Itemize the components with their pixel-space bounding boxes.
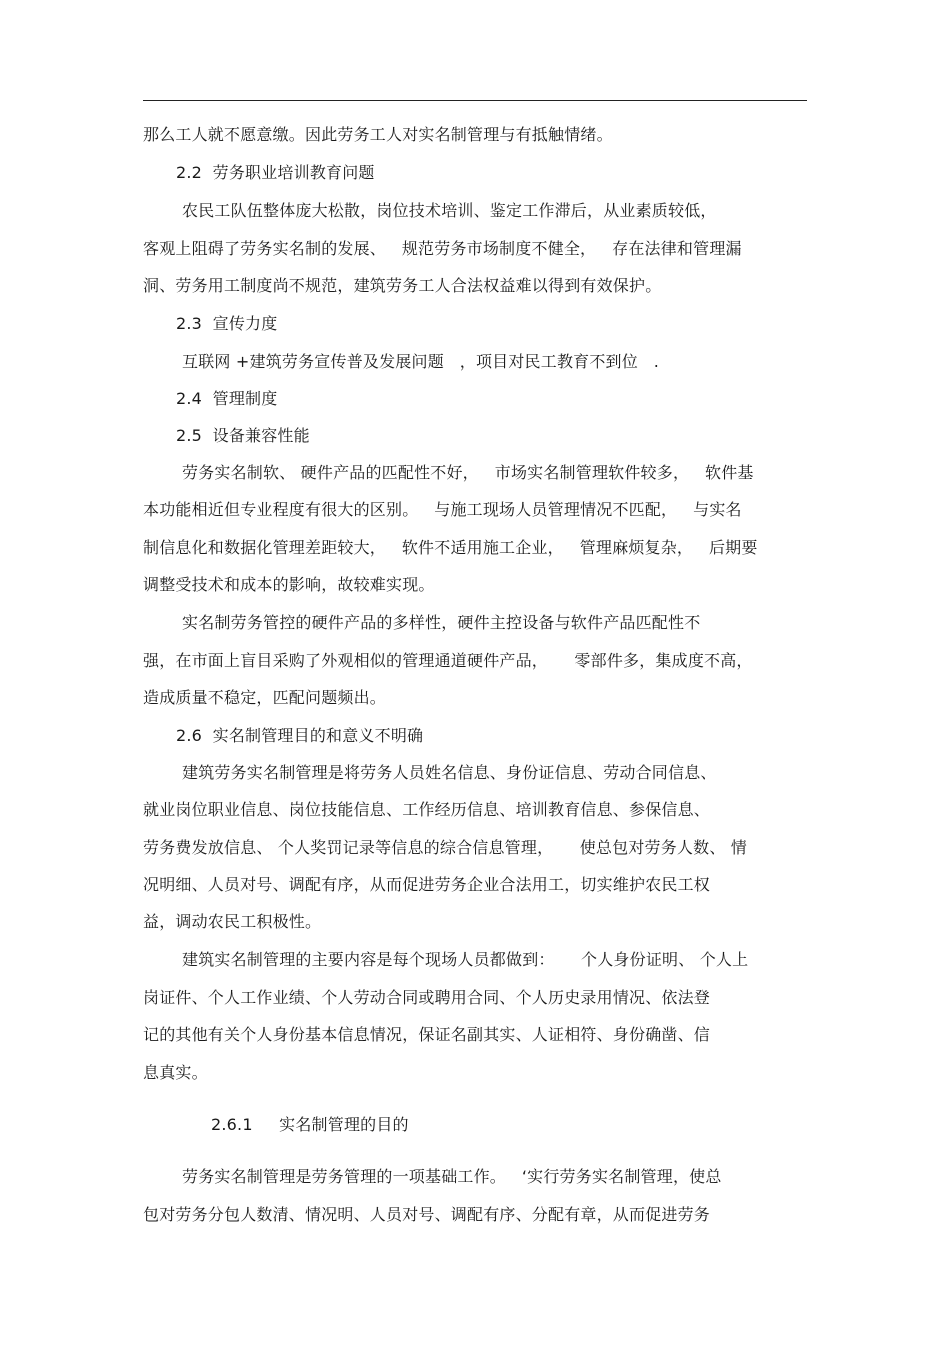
text-line: 包对劳务分包人数清、情况明、人员对号、调配有序、分配有章，从而促进劳务 xyxy=(143,1205,711,1224)
section-heading: 2.2 劳务职业培训教育问题 xyxy=(176,163,375,182)
subsection-heading: 2.6.1 实名制管理的目的 xyxy=(211,1115,409,1134)
text-line: 益，调动农民工积极性。 xyxy=(143,912,322,931)
header-rule xyxy=(143,100,807,101)
section-heading: 2.3 宣传力度 xyxy=(176,314,278,333)
text-line: 客观上阻碍了劳务实名制的发展、 规范劳务市场制度不健全， 存在法律和管理漏 xyxy=(143,239,742,258)
text-line: 制信息化和数据化管理差距较大， 软件不适用施工企业， 管理麻烦复杂， 后期要 xyxy=(143,538,758,557)
text-line: 岗证件、个人工作业绩、个人劳动合同或聘用合同、个人历史录用情况、依法登 xyxy=(143,988,711,1007)
text-line: 调整受技术和成本的影响，故较难实现。 xyxy=(143,575,435,594)
text-line: 况明细、人员对号、调配有序，从而促进劳务企业合法用工，切实维护农民工权 xyxy=(143,875,711,894)
text-line: 本功能相近但专业程度有很大的区别。 与施工现场人员管理情况不匹配， 与实名 xyxy=(143,500,742,519)
text-line: 建筑劳务实名制管理是将劳务人员姓名信息、身份证信息、劳动合同信息、 xyxy=(182,763,717,782)
text-line: 那么工人就不愿意缴。因此劳务工人对实名制管理与有抵触情绪。 xyxy=(143,125,613,144)
section-heading: 2.5 设备兼容性能 xyxy=(176,426,310,445)
text-line: 劳务费发放信息、 个人奖罚记录等信息的综合信息管理， 使总包对劳务人数、 情 xyxy=(143,838,748,857)
text-line: 洞、劳务用工制度尚不规范，建筑劳务工人合法权益难以得到有效保护。 xyxy=(143,276,662,295)
text-line: 劳务实名制管理是劳务管理的一项基础工作。 ‘实行劳务实名制管理，使总 xyxy=(182,1167,722,1186)
text-line: 造成质量不稳定，匹配问题频出。 xyxy=(143,688,387,707)
text-line: 劳务实名制软、 硬件产品的匹配性不好， 市场实名制管理软件较多， 软件基 xyxy=(182,463,754,482)
text-line: 息真实。 xyxy=(143,1063,208,1082)
text-line: 就业岗位职业信息、岗位技能信息、工作经历信息、培训教育信息、参保信息、 xyxy=(143,800,711,819)
text-line: 实名制劳务管控的硬件产品的多样性，硬件主控设备与软件产品匹配性不 xyxy=(182,613,701,632)
text-line: 建筑实名制管理的主要内容是每个现场人员都做到： 个人身份证明、 个人上 xyxy=(182,950,749,969)
text-line: 互联网 +建筑劳务宣传普及发展问题 ，项目对民工教育不到位 . xyxy=(182,352,660,371)
text-line: 强，在市面上盲目采购了外观相似的管理通道硬件产品， 零部件多，集成度不高， xyxy=(143,651,753,670)
section-heading: 2.6 实名制管理目的和意义不明确 xyxy=(176,726,424,745)
text-line: 记的其他有关个人身份基本信息情况，保证名副其实、人证相符、身份确凿、信 xyxy=(143,1025,711,1044)
section-heading: 2.4 管理制度 xyxy=(176,389,278,408)
text-line: 农民工队伍整体庞大松散，岗位技术培训、鉴定工作滞后，从业素质较低， xyxy=(182,201,717,220)
